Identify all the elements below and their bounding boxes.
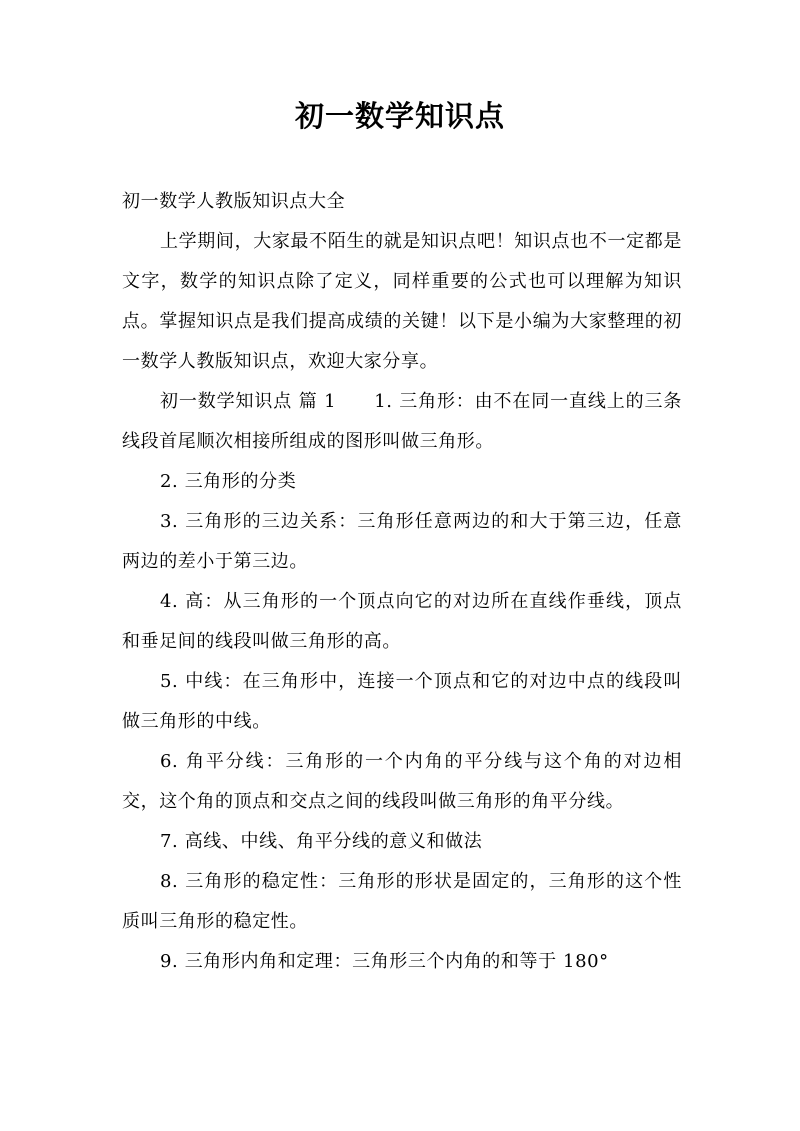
paragraph-point-4: 4. 高：从三角形的一个顶点向它的对边所在直线作垂线，顶点和垂足间的线段叫做三角形的高。 (122, 591, 682, 652)
paragraph-point-3: 3. 三角形的三边关系：三角形任意两边的和大于第三边，任意两边的差小于第三边。 (122, 511, 682, 572)
paragraph-intro: 上学期间，大家最不陌生的就是知识点吧！知识点也不一定都是文字，数学的知识点除了定义，同样重要的公式也可以理解为知识点。掌握知识点是我们提高成绩的关键！以下是小编为大家整理的初一数学人教版知识点，欢迎大家分享。 (122, 231, 682, 372)
paragraph-point-1: 初一数学知识点 篇 1 1. 三角形：由不在同一直线上的三条线段首尾顺次相接所组成的图形叫做三角形。 (122, 391, 682, 452)
paragraph-point-7: 7. 高线、中线、角平分线的意义和做法 (160, 831, 483, 852)
paragraph-point-2: 2. 三角形的分类 (160, 471, 297, 492)
document-subtitle: 初一数学人教版知识点大全 (122, 191, 346, 212)
paragraph-point-8: 8. 三角形的稳定性：三角形的形状是固定的，三角形的这个性质叫三角形的稳定性。 (122, 871, 682, 932)
paragraph-point-6: 6. 角平分线：三角形的一个内角的平分线与这个角的对边相交，这个角的顶点和交点之间的线段叫做三角形的角平分线。 (122, 751, 682, 812)
page-title: 初一数学知识点 (294, 99, 505, 133)
paragraph-point-5: 5. 中线：在三角形中，连接一个顶点和它的对边中点的线段叫做三角形的中线。 (122, 671, 682, 732)
document-body (122, 182, 682, 982)
paragraph-point-9: 9. 三角形内角和定理：三角形三个内角的和等于 180° (160, 951, 609, 972)
